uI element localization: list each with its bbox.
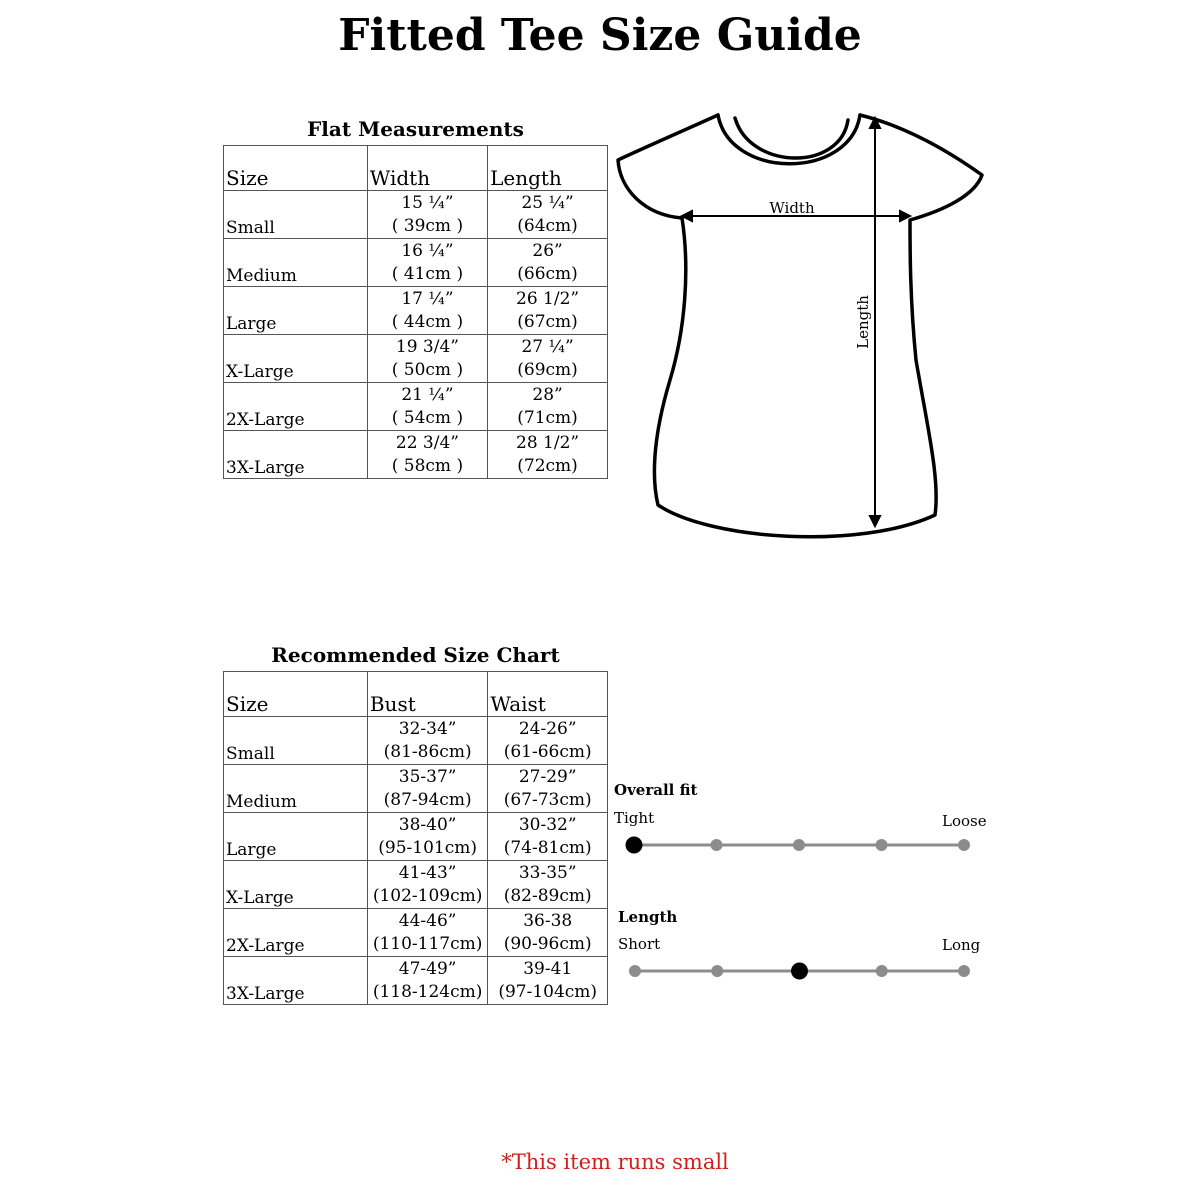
overall-fit-min-label: Tight <box>614 809 655 827</box>
length-cell: 27 ¼” (69cm) <box>488 335 608 383</box>
size-cell: 3X-Large <box>224 431 368 479</box>
size-cell: 3X-Large <box>224 957 368 1005</box>
scale-dot <box>711 839 723 851</box>
tshirt-diagram <box>610 100 1010 540</box>
table-row <box>224 431 608 479</box>
scale-selected-dot <box>626 837 643 854</box>
length-cell: 26 1/2” (67cm) <box>488 287 608 335</box>
size-cell: X-Large <box>224 861 368 909</box>
flat-measurements-title: Flat Measurements <box>307 117 524 141</box>
table-row <box>224 909 608 957</box>
page-title: Fitted Tee Size Guide <box>338 10 862 61</box>
waist-cell: 27-29” (67-73cm) <box>488 765 608 813</box>
recommended-size-chart-title: Recommended Size Chart <box>271 643 560 667</box>
header-length: Length <box>488 146 608 191</box>
scale-selected-dot <box>791 963 808 980</box>
scale-dot <box>793 839 805 851</box>
flat-measurements-table <box>223 145 608 479</box>
size-cell: Small <box>224 191 368 239</box>
table-row <box>224 861 608 909</box>
scale-dot <box>876 839 888 851</box>
tshirt-outline-icon <box>618 115 982 537</box>
table-row <box>224 717 608 765</box>
width-label: Width <box>769 199 815 217</box>
scale-dot <box>629 965 641 977</box>
length-fit-min-label: Short <box>618 935 661 953</box>
table-row <box>224 191 608 239</box>
size-cell: Small <box>224 717 368 765</box>
waist-cell: 39-41 (97-104cm) <box>488 957 608 1005</box>
length-cell: 25 ¼” (64cm) <box>488 191 608 239</box>
width-cell: 17 ¼” ( 44cm ) <box>367 287 487 335</box>
size-cell: Large <box>224 813 368 861</box>
table-header-row <box>224 146 608 191</box>
waist-cell: 33-35” (82-89cm) <box>488 861 608 909</box>
size-cell: 2X-Large <box>224 909 368 957</box>
width-cell: 15 ¼” ( 39cm ) <box>367 191 487 239</box>
header-waist: Waist <box>488 672 608 717</box>
bust-cell: 47-49” (118-124cm) <box>367 957 488 1005</box>
length-fit-max-label: Long <box>942 936 981 954</box>
recommended-size-table <box>223 671 608 1005</box>
scale-dot <box>876 965 888 977</box>
overall-fit-title: Overall fit <box>614 781 698 799</box>
header-width: Width <box>367 146 487 191</box>
scale-dot <box>711 965 723 977</box>
table-header-row <box>224 672 608 717</box>
bust-cell: 44-46” (110-117cm) <box>367 909 488 957</box>
size-cell: X-Large <box>224 335 368 383</box>
scale-dot <box>958 965 970 977</box>
scale-dot <box>958 839 970 851</box>
runs-small-note: *This item runs small <box>501 1150 729 1174</box>
size-cell: Large <box>224 287 368 335</box>
waist-cell: 30-32” (74-81cm) <box>488 813 608 861</box>
length-cell: 28” (71cm) <box>488 383 608 431</box>
length-label: Length <box>854 295 872 349</box>
bust-cell: 41-43” (102-109cm) <box>367 861 488 909</box>
width-cell: 22 3/4” ( 58cm ) <box>367 431 487 479</box>
table-row <box>224 335 608 383</box>
width-cell: 21 ¼” ( 54cm ) <box>367 383 487 431</box>
bust-cell: 32-34” (81-86cm) <box>367 717 488 765</box>
waist-cell: 36-38 (90-96cm) <box>488 909 608 957</box>
waist-cell: 24-26” (61-66cm) <box>488 717 608 765</box>
size-cell: 2X-Large <box>224 383 368 431</box>
header-size: Size <box>224 672 368 717</box>
table-row <box>224 383 608 431</box>
length-fit-title: Length <box>618 908 678 926</box>
table-row <box>224 813 608 861</box>
table-row <box>224 765 608 813</box>
bust-cell: 35-37” (87-94cm) <box>367 765 488 813</box>
length-cell: 26” (66cm) <box>488 239 608 287</box>
header-bust: Bust <box>367 672 488 717</box>
table-row <box>224 239 608 287</box>
header-size: Size <box>224 146 368 191</box>
table-row <box>224 957 608 1005</box>
length-cell: 28 1/2” (72cm) <box>488 431 608 479</box>
width-cell: 16 ¼” ( 41cm ) <box>367 239 487 287</box>
size-cell: Medium <box>224 239 368 287</box>
size-cell: Medium <box>224 765 368 813</box>
overall-fit-max-label: Loose <box>942 812 987 830</box>
bust-cell: 38-40” (95-101cm) <box>367 813 488 861</box>
table-row <box>224 287 608 335</box>
width-cell: 19 3/4” ( 50cm ) <box>367 335 487 383</box>
